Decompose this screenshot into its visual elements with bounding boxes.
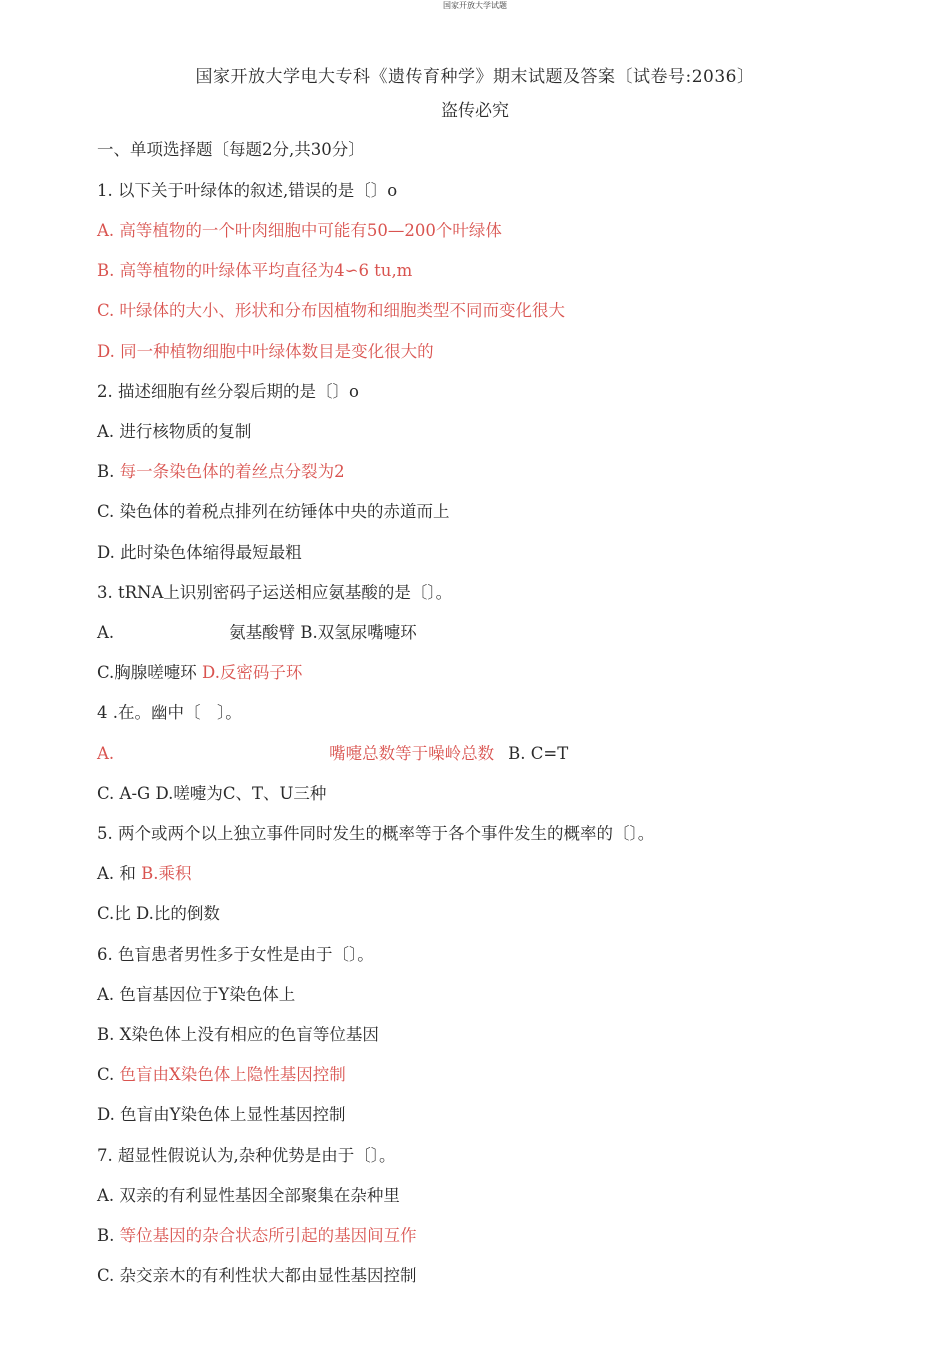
question-6-option-c xyxy=(97,1061,346,1085)
question-2-option-b xyxy=(97,458,345,482)
question-2-option-d: D. 此时染色体缩得最短最粗 xyxy=(97,543,302,562)
question-1-option-b: B. 高等植物的叶绿体平均直径为4∽6 tu,m xyxy=(97,261,413,280)
question-2-option-c: C. 染色体的着税点排列在纺锤体中央的赤道而上 xyxy=(97,502,450,521)
question-6-option-a: A. 色盲基因位于Y染色体上 xyxy=(97,985,296,1004)
question-7-option-a: A. 双亲的有利显性基因全部聚集在杂种里 xyxy=(97,1186,400,1205)
question-5-options-ab xyxy=(97,860,192,884)
question-3-options-ab xyxy=(97,619,417,643)
option-label: A. xyxy=(97,744,115,763)
answer-text: 等位基因的杂合状态所引起的基因间互作 xyxy=(119,1226,417,1245)
question-4-options-cd: C. A-G D.嗟嚏为C、T、U三种 xyxy=(97,784,327,803)
document-subtitle: 盗传必究 xyxy=(441,101,509,121)
header-watermark: 国家开放大学试题 xyxy=(443,1,507,10)
question-7-stem: 7. 超显性假说认为,杂种优势是由于〔〕。 xyxy=(97,1146,396,1165)
question-1-option-d: D. 同一种植物细胞中叶绿体数目是变化很大的 xyxy=(97,342,434,361)
option-label: B. xyxy=(97,1226,120,1245)
answer-text: 每一条染色体的着丝点分裂为2 xyxy=(119,462,345,481)
question-6-stem: 6. 色盲患者男性多于女性是由于〔〕。 xyxy=(97,945,374,964)
question-1-stem: 1. 以下关于叶绿体的叙述,错误的是〔〕o xyxy=(97,181,398,200)
question-3-stem: 3. tRNA上识别密码子运送相应氨基酸的是〔〕。 xyxy=(97,583,453,602)
option-label: C. xyxy=(97,1065,120,1084)
option-label: B. xyxy=(97,462,120,481)
answer-text: 嘴嚏总数等于噪岭总数 xyxy=(329,744,495,763)
option-c-text: C.胸腺嗟嚏环 xyxy=(97,663,197,682)
question-2-stem: 2. 描述细胞有丝分裂后期的是〔〕o xyxy=(97,382,359,401)
option-label: A. xyxy=(97,623,115,642)
question-5-stem: 5. 两个或两个以上独立事件同时发生的概率等于各个事件发生的概率的〔〕。 xyxy=(97,824,655,843)
question-3-options-cd xyxy=(97,659,302,683)
option-a-text: A. 和 xyxy=(97,864,136,883)
question-1-option-a: A. 高等植物的一个叶肉细胞中可能有50—200个叶绿体 xyxy=(97,221,502,240)
document-title: 国家开放大学电大专科《遗传育种学》期末试题及答案〔试卷号:2036〕 xyxy=(195,67,755,87)
question-7-option-b xyxy=(97,1222,417,1246)
section-heading: 一、单项选择题〔每题2分,共30分〕 xyxy=(97,140,365,159)
question-4-options-ab xyxy=(97,740,568,764)
question-1-option-c: C. 叶绿体的大小、形状和分布因植物和细胞类型不同而变化很大 xyxy=(97,301,566,320)
option-a-text: 氨基酸臂 xyxy=(229,623,296,642)
question-6-option-b: B. X染色体上没有相应的色盲等位基因 xyxy=(97,1025,379,1044)
answer-text: D.反密码子环 xyxy=(202,663,303,682)
question-4-stem: 4 .在。幽中〔 〕。 xyxy=(97,703,242,722)
question-6-option-d: D. 色盲由Y染色体上显性基因控制 xyxy=(97,1105,346,1124)
option-b-text: B.双氢尿嘴嚏环 xyxy=(300,623,417,642)
question-5-options-cd: C.比 D.比的倒数 xyxy=(97,904,220,923)
answer-text: 色盲由X染色体上隐性基因控制 xyxy=(119,1065,346,1084)
question-7-option-c: C. 杂交亲木的有利性状大都由显性基因控制 xyxy=(97,1266,417,1285)
question-2-option-a: A. 进行核物质的复制 xyxy=(97,422,252,441)
option-b-text: B. C=T xyxy=(508,744,569,763)
answer-text: B.乘积 xyxy=(141,864,192,883)
